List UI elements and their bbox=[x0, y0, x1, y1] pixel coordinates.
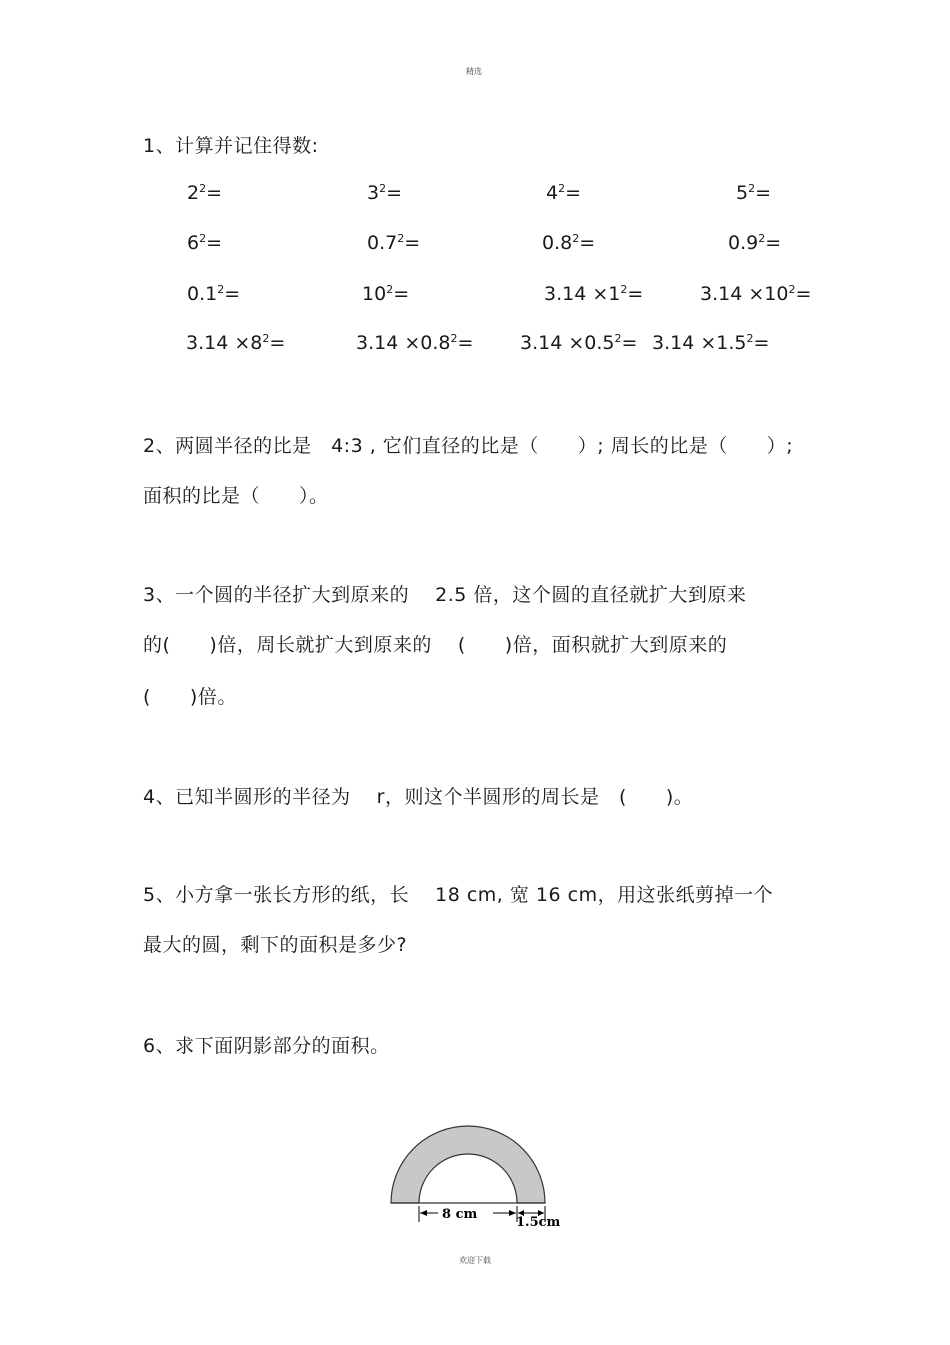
inner-dimension-right-arrow bbox=[509, 1210, 516, 1216]
calc-equals: = bbox=[565, 182, 582, 204]
calc-exponent: 2 bbox=[262, 332, 270, 345]
calc-equals: = bbox=[457, 332, 474, 354]
calc-item bbox=[542, 232, 595, 254]
calc-base: 3.14 ×1.5 bbox=[652, 332, 747, 354]
calc-exponent: 2 bbox=[614, 332, 622, 345]
calc-equals: = bbox=[621, 332, 638, 354]
calc-exponent: 2 bbox=[572, 232, 580, 245]
question-3-line-2: 的( )倍，周长就扩大到原来的 ( )倍，面积就扩大到原来的 bbox=[143, 634, 728, 656]
calc-base: 3 bbox=[367, 182, 380, 204]
calc-item bbox=[362, 283, 409, 305]
calc-item bbox=[186, 332, 285, 354]
inner-diameter-label: 8 cm bbox=[442, 1207, 478, 1222]
calc-exponent: 2 bbox=[746, 332, 754, 345]
shaded-ring bbox=[391, 1126, 545, 1203]
calc-base: 0.7 bbox=[367, 232, 398, 254]
question-3-line-3: ( )倍。 bbox=[143, 686, 237, 708]
calc-exponent: 2 bbox=[199, 232, 207, 245]
page-footer: 欢迎下载 bbox=[459, 1256, 491, 1265]
calc-exponent: 2 bbox=[758, 232, 766, 245]
calc-equals: = bbox=[627, 283, 644, 305]
inner-dimension-left-arrow bbox=[420, 1210, 427, 1216]
calc-item bbox=[736, 182, 771, 204]
calc-base: 10 bbox=[362, 283, 387, 305]
calc-exponent: 2 bbox=[450, 332, 458, 345]
calc-item bbox=[546, 182, 581, 204]
calc-item bbox=[700, 283, 811, 305]
calc-base: 3.14 ×10 bbox=[700, 283, 789, 305]
calc-exponent: 2 bbox=[788, 283, 796, 296]
calc-base: 5 bbox=[736, 182, 749, 204]
calc-item bbox=[520, 332, 637, 354]
calc-equals: = bbox=[795, 283, 812, 305]
calc-exponent: 2 bbox=[558, 182, 566, 195]
calc-base: 0.8 bbox=[542, 232, 573, 254]
calc-item bbox=[356, 332, 473, 354]
calc-equals: = bbox=[753, 332, 770, 354]
question-4-line-1: 4、已知半圆形的半径为 r，则这个半圆形的周长是 ( )。 bbox=[143, 786, 694, 808]
question-5-line-2: 最大的圆，剩下的面积是多少? bbox=[143, 934, 408, 956]
calc-exponent: 2 bbox=[379, 182, 387, 195]
question-5-line-1: 5、小方拿一张长方形的纸，长 18 cm, 宽 16 cm，用这张纸剪掉一个 bbox=[143, 884, 774, 906]
ring-width-label: 1.5cm bbox=[516, 1215, 561, 1230]
question-6-title: 6、求下面阴影部分的面积。 bbox=[143, 1035, 390, 1057]
calc-exponent: 2 bbox=[620, 283, 628, 296]
question-2-line-2: 面积的比是（ ）。 bbox=[143, 485, 329, 507]
calc-exponent: 2 bbox=[386, 283, 394, 296]
calc-item bbox=[367, 232, 420, 254]
calc-item bbox=[652, 332, 769, 354]
calc-equals: = bbox=[224, 283, 241, 305]
calc-equals: = bbox=[269, 332, 286, 354]
question-3-line-1: 3、一个圆的半径扩大到原来的 2.5 倍，这个圆的直径就扩大到原来 bbox=[143, 584, 747, 606]
calc-equals: = bbox=[765, 232, 782, 254]
calc-base: 4 bbox=[546, 182, 559, 204]
question-2-line-1: 2、两圆半径的比是 4:3 , 它们直径的比是（ ）; 周长的比是（ ）; bbox=[143, 435, 794, 457]
calc-exponent: 2 bbox=[217, 283, 225, 296]
calc-base: 0.9 bbox=[728, 232, 759, 254]
calc-base: 2 bbox=[187, 182, 200, 204]
calc-equals: = bbox=[404, 232, 421, 254]
calc-base: 0.1 bbox=[187, 283, 218, 305]
calc-equals: = bbox=[386, 182, 403, 204]
calc-exponent: 2 bbox=[199, 182, 207, 195]
calc-equals: = bbox=[393, 283, 410, 305]
calc-item bbox=[187, 283, 240, 305]
calc-equals: = bbox=[579, 232, 596, 254]
calc-item bbox=[728, 232, 781, 254]
calc-item bbox=[367, 182, 402, 204]
calc-base: 3.14 ×1 bbox=[544, 283, 621, 305]
calc-base: 3.14 ×8 bbox=[186, 332, 263, 354]
page-header: 精选 bbox=[466, 67, 482, 76]
calc-equals: = bbox=[755, 182, 772, 204]
calc-equals: = bbox=[206, 232, 223, 254]
calc-base: 3.14 ×0.5 bbox=[520, 332, 615, 354]
calc-base: 6 bbox=[187, 232, 200, 254]
calc-item bbox=[187, 182, 222, 204]
calc-base: 3.14 ×0.8 bbox=[356, 332, 451, 354]
calc-item bbox=[187, 232, 222, 254]
calc-exponent: 2 bbox=[397, 232, 405, 245]
calc-equals: = bbox=[206, 182, 223, 204]
calc-item bbox=[544, 283, 643, 305]
semicircle-ring-figure bbox=[380, 1110, 580, 1235]
question-1-title: 1、计算并记住得数: bbox=[143, 135, 319, 157]
calc-exponent: 2 bbox=[748, 182, 756, 195]
